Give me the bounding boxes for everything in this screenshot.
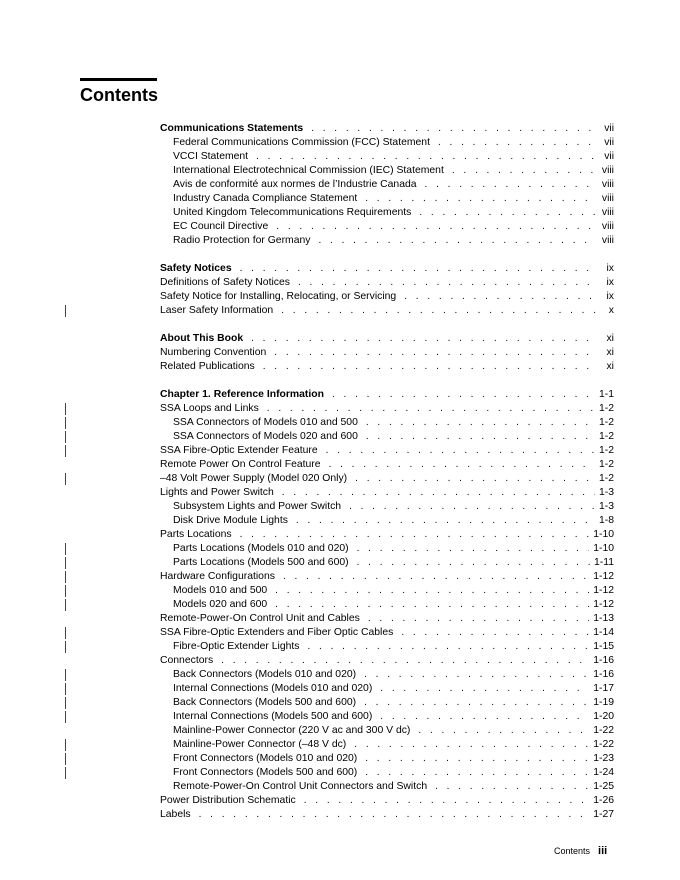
toc-entry-title: Models 010 and 500 (173, 585, 268, 596)
toc-entry-title: Disk Drive Module Lights (173, 515, 288, 526)
dot-leader (364, 668, 589, 682)
toc-entry-page: 1-2 (598, 445, 614, 456)
toc-entry-title: About This Book (160, 333, 244, 344)
toc-entry[interactable] (160, 262, 614, 276)
dot-leader (304, 794, 589, 808)
toc-entry-page: vii (604, 123, 614, 134)
dot-leader (365, 752, 589, 766)
toc-entry[interactable] (160, 710, 614, 724)
toc-entry[interactable] (160, 598, 614, 612)
toc-entry-page: 1-19 (593, 697, 614, 708)
toc-entry-page: viii (601, 221, 614, 232)
toc-entry[interactable] (160, 626, 614, 640)
toc-entry[interactable] (160, 430, 614, 444)
toc-entry-page: 1-2 (598, 431, 614, 442)
dot-leader (275, 584, 589, 598)
toc-entry-page: xi (606, 333, 614, 344)
toc-entry[interactable] (160, 682, 614, 696)
toc-entry-title: SSA Connectors of Models 020 and 600 (173, 431, 358, 442)
revision-bar (65, 571, 66, 583)
toc-entry-title: International Electrotechnical Commission (IEC) Statement (173, 165, 444, 176)
revision-bar (65, 417, 66, 429)
toc-entry-page: 1-16 (593, 669, 614, 680)
toc-entry-title: SSA Loops and Links (160, 403, 259, 414)
toc-entry-page: 1-25 (593, 781, 614, 792)
toc-entry-title: Power Distribution Schematic (160, 795, 296, 806)
dot-leader (267, 402, 595, 416)
dot-leader (380, 682, 589, 696)
heading-rule (80, 78, 157, 81)
dot-leader (307, 640, 589, 654)
toc-entry[interactable] (160, 584, 614, 598)
toc-entry-page: vii (604, 151, 614, 162)
toc-entry[interactable] (160, 668, 614, 682)
revision-bar (65, 683, 66, 695)
toc-entry[interactable] (160, 640, 614, 654)
page-footer (554, 845, 607, 857)
dot-leader (326, 444, 595, 458)
revision-bar (65, 543, 66, 555)
dot-leader (282, 486, 595, 500)
dot-leader (368, 612, 589, 626)
revision-bar (65, 641, 66, 653)
toc-entry-title: SSA Fibre-Optic Extenders and Fiber Optic Cables (160, 627, 394, 638)
revision-bar (65, 473, 66, 485)
toc-entry-page: 1-12 (593, 599, 614, 610)
toc-entry-title: Mainline-Power Connector (–48 V dc) (173, 739, 347, 750)
toc-entry-title: Remote-Power-On Control Unit Connectors and Switch (173, 781, 428, 792)
revision-bar (65, 557, 66, 569)
toc-entry-page: xi (606, 347, 614, 358)
toc-entry-page: 1-2 (598, 459, 614, 470)
toc-entry-page: 1-12 (593, 571, 614, 582)
toc-entry[interactable] (160, 570, 614, 584)
dot-leader (452, 164, 596, 178)
toc-entry-title: Mainline-Power Connector (220 V ac and 300 V dc) (173, 725, 411, 736)
toc-entry-page: x (608, 305, 614, 316)
toc-entry-title: Parts Locations (160, 529, 232, 540)
toc-entry[interactable] (160, 724, 614, 738)
toc-entry-page: 1-1 (598, 389, 614, 400)
toc-entry-page: 1-3 (598, 487, 614, 498)
toc-entry-page: viii (601, 165, 614, 176)
footer-label: Contents (554, 846, 591, 856)
toc-entry[interactable] (160, 500, 614, 514)
toc-entry[interactable] (160, 304, 614, 318)
toc-entry-page: vii (604, 137, 614, 148)
toc-entry-title: Radio Protection for Germany (173, 235, 311, 246)
dot-leader (355, 472, 595, 486)
dot-leader (274, 346, 596, 360)
toc-entry[interactable] (160, 388, 614, 402)
toc-entry[interactable] (160, 612, 614, 626)
toc-entry-title: Laser Safety Information (160, 305, 274, 316)
toc-entry-page: viii (601, 193, 614, 204)
toc-entry-page: 1-22 (593, 725, 614, 736)
revision-bar (65, 445, 66, 457)
toc-entry-title: Avis de conformité aux normes de l’Industrie Canada (173, 179, 417, 190)
toc-entry[interactable] (160, 402, 614, 416)
toc-entry-title: Subsystem Lights and Power Switch (173, 501, 342, 512)
toc-entry-page: 1-13 (593, 613, 614, 624)
toc-entry-page: 1-16 (593, 655, 614, 666)
toc-entry[interactable] (160, 794, 614, 808)
toc-entry-title: EC Council Directive (173, 221, 269, 232)
toc-entry-title: Front Connectors (Models 010 and 020) (173, 753, 358, 764)
toc-entry-title: Lights and Power Switch (160, 487, 274, 498)
toc-entry[interactable] (160, 752, 614, 766)
dot-leader (404, 290, 596, 304)
toc-entry-page: 1-2 (598, 473, 614, 484)
dot-leader (318, 234, 596, 248)
toc-entry-title: Safety Notices (160, 263, 232, 274)
toc-entry[interactable] (160, 696, 614, 710)
toc-entry[interactable] (160, 234, 614, 248)
toc-entry-page: 1-15 (593, 641, 614, 652)
toc-entry[interactable] (160, 542, 614, 556)
toc-entry[interactable] (160, 472, 614, 486)
toc-entry-title: Numbering Convention (160, 347, 267, 358)
dot-leader (251, 332, 596, 346)
toc-entry-title: Federal Communications Commission (FCC) Statement (173, 137, 430, 148)
toc-entry-page: 1-3 (598, 501, 614, 512)
toc-entry-page: 1-2 (598, 417, 614, 428)
dot-leader (240, 528, 590, 542)
toc-entry-title: Internal Connections (Models 500 and 600) (173, 711, 373, 722)
revision-bar (65, 403, 66, 415)
dot-leader (419, 206, 596, 220)
dot-leader (364, 696, 589, 710)
toc-entry-title: Back Connectors (Models 500 and 600) (173, 697, 357, 708)
toc-entry-title: Definitions of Safety Notices (160, 277, 290, 288)
table-of-contents (160, 122, 614, 822)
dot-leader (349, 500, 595, 514)
toc-entry-page: 1-17 (593, 683, 614, 694)
revision-bar (65, 767, 66, 779)
dot-leader (276, 220, 596, 234)
toc-entry-title: Related Publications (160, 361, 255, 372)
dot-leader (366, 416, 595, 430)
dot-leader (329, 458, 595, 472)
toc-entry-title: Communications Statements (160, 123, 304, 134)
revision-bar (65, 711, 66, 723)
toc-entry[interactable] (160, 458, 614, 472)
toc-entry-title: Fibre-Optic Extender Lights (173, 641, 300, 652)
toc-entry-title: Back Connectors (Models 010 and 020) (173, 669, 357, 680)
dot-leader (281, 304, 596, 318)
toc-entry[interactable] (160, 780, 614, 794)
dot-leader (283, 570, 589, 584)
toc-entry[interactable] (160, 360, 614, 374)
toc-entry-page: ix (606, 263, 614, 274)
dot-leader (298, 276, 596, 290)
toc-entry-title: Hardware Configurations (160, 571, 275, 582)
revision-bar (65, 305, 66, 317)
toc-entry-title: SSA Fibre-Optic Extender Feature (160, 445, 318, 456)
revision-bar (65, 585, 66, 597)
toc-entry-page: ix (606, 277, 614, 288)
toc-entry[interactable] (160, 514, 614, 528)
toc-entry[interactable] (160, 206, 614, 220)
toc-entry[interactable] (160, 346, 614, 360)
toc-entry[interactable] (160, 766, 614, 780)
dot-leader (425, 178, 596, 192)
revision-bar (65, 739, 66, 751)
dot-leader (357, 556, 590, 570)
toc-entry-page: viii (601, 207, 614, 218)
revision-bar (65, 599, 66, 611)
toc-entry-page: 1-14 (593, 627, 614, 638)
toc-entry-title: United Kingdom Telecommunications Requirements (173, 207, 412, 218)
toc-entry-title: VCCI Statement (173, 151, 249, 162)
revision-bar (65, 669, 66, 681)
dot-leader (332, 388, 595, 402)
toc-entry-page: 1-11 (593, 557, 614, 568)
toc-entry-title: Parts Locations (Models 010 and 020) (173, 543, 349, 554)
toc-entry[interactable] (160, 486, 614, 500)
dot-leader (418, 724, 589, 738)
toc-entry-title: Remote-Power-On Control Unit and Cables (160, 613, 360, 624)
toc-entry[interactable] (160, 192, 614, 206)
toc-entry-page: 1-26 (593, 795, 614, 806)
page-title: Contents (80, 85, 158, 105)
toc-entry-page: 1-10 (593, 543, 614, 554)
toc-entry-page: 1-8 (598, 515, 614, 526)
dot-leader (263, 360, 596, 374)
revision-bar (65, 697, 66, 709)
toc-entry-title: Parts Locations (Models 500 and 600) (173, 557, 349, 568)
dot-leader (221, 654, 589, 668)
toc-entry-title: Front Connectors (Models 500 and 600) (173, 767, 358, 778)
toc-entry-title: Safety Notice for Installing, Relocating, or Servicing (160, 291, 397, 302)
dot-leader (438, 136, 596, 150)
toc-entry[interactable] (160, 220, 614, 234)
toc-entry-page: 1-24 (593, 767, 614, 778)
dot-leader (275, 598, 589, 612)
revision-bar (65, 627, 66, 639)
toc-entry-title: Industry Canada Compliance Statement (173, 193, 358, 204)
footer-page-number: iii (598, 845, 608, 857)
dot-leader (380, 710, 589, 724)
toc-entry-title: Remote Power On Control Feature (160, 459, 321, 470)
toc-entry-page: 1-22 (593, 739, 614, 750)
toc-entry-title: Labels (160, 809, 191, 820)
toc-entry-title: Models 020 and 600 (173, 599, 268, 610)
dot-leader (401, 626, 589, 640)
toc-entry-title: Connectors (160, 655, 214, 666)
toc-entry[interactable] (160, 654, 614, 668)
toc-entry-page: 1-2 (598, 403, 614, 414)
toc-entry[interactable] (160, 528, 614, 542)
toc-entry[interactable] (160, 444, 614, 458)
toc-entry[interactable] (160, 164, 614, 178)
toc-entry[interactable] (160, 276, 614, 290)
toc-entry[interactable] (160, 122, 614, 136)
toc-entry[interactable] (160, 808, 614, 822)
toc-entry[interactable] (160, 136, 614, 150)
dot-leader (354, 738, 589, 752)
toc-entry[interactable] (160, 178, 614, 192)
dot-leader (365, 766, 589, 780)
toc-entry-title: SSA Connectors of Models 010 and 500 (173, 417, 358, 428)
toc-entry-page: viii (601, 179, 614, 190)
toc-entry-title: Internal Connections (Models 010 and 020) (173, 683, 373, 694)
dot-leader (240, 262, 596, 276)
toc-entry[interactable] (160, 738, 614, 752)
toc-entry-page: 1-27 (593, 809, 614, 820)
toc-entry[interactable] (160, 150, 614, 164)
dot-leader (199, 808, 590, 822)
toc-entry-page: 1-10 (593, 529, 614, 540)
dot-leader (357, 542, 590, 556)
toc-entry[interactable] (160, 332, 614, 346)
toc-entry[interactable] (160, 416, 614, 430)
toc-entry-page: xi (606, 361, 614, 372)
toc-entry[interactable] (160, 290, 614, 304)
toc-entry-page: 1-23 (593, 753, 614, 764)
toc-entry-title: –48 Volt Power Supply (Model 020 Only) (160, 473, 348, 484)
toc-entry-page: 1-20 (593, 711, 614, 722)
dot-leader (311, 122, 596, 136)
revision-bar (65, 431, 66, 443)
toc-entry[interactable] (160, 556, 614, 570)
dot-leader (435, 780, 589, 794)
toc-entry-page: ix (606, 291, 614, 302)
dot-leader (256, 150, 596, 164)
toc-entry-page: 1-12 (593, 585, 614, 596)
dot-leader (296, 514, 595, 528)
toc-entry-title: Chapter 1. Reference Information (160, 389, 324, 400)
toc-entry-page: viii (601, 235, 614, 246)
dot-leader (365, 192, 596, 206)
revision-bar (65, 753, 66, 765)
dot-leader (366, 430, 595, 444)
